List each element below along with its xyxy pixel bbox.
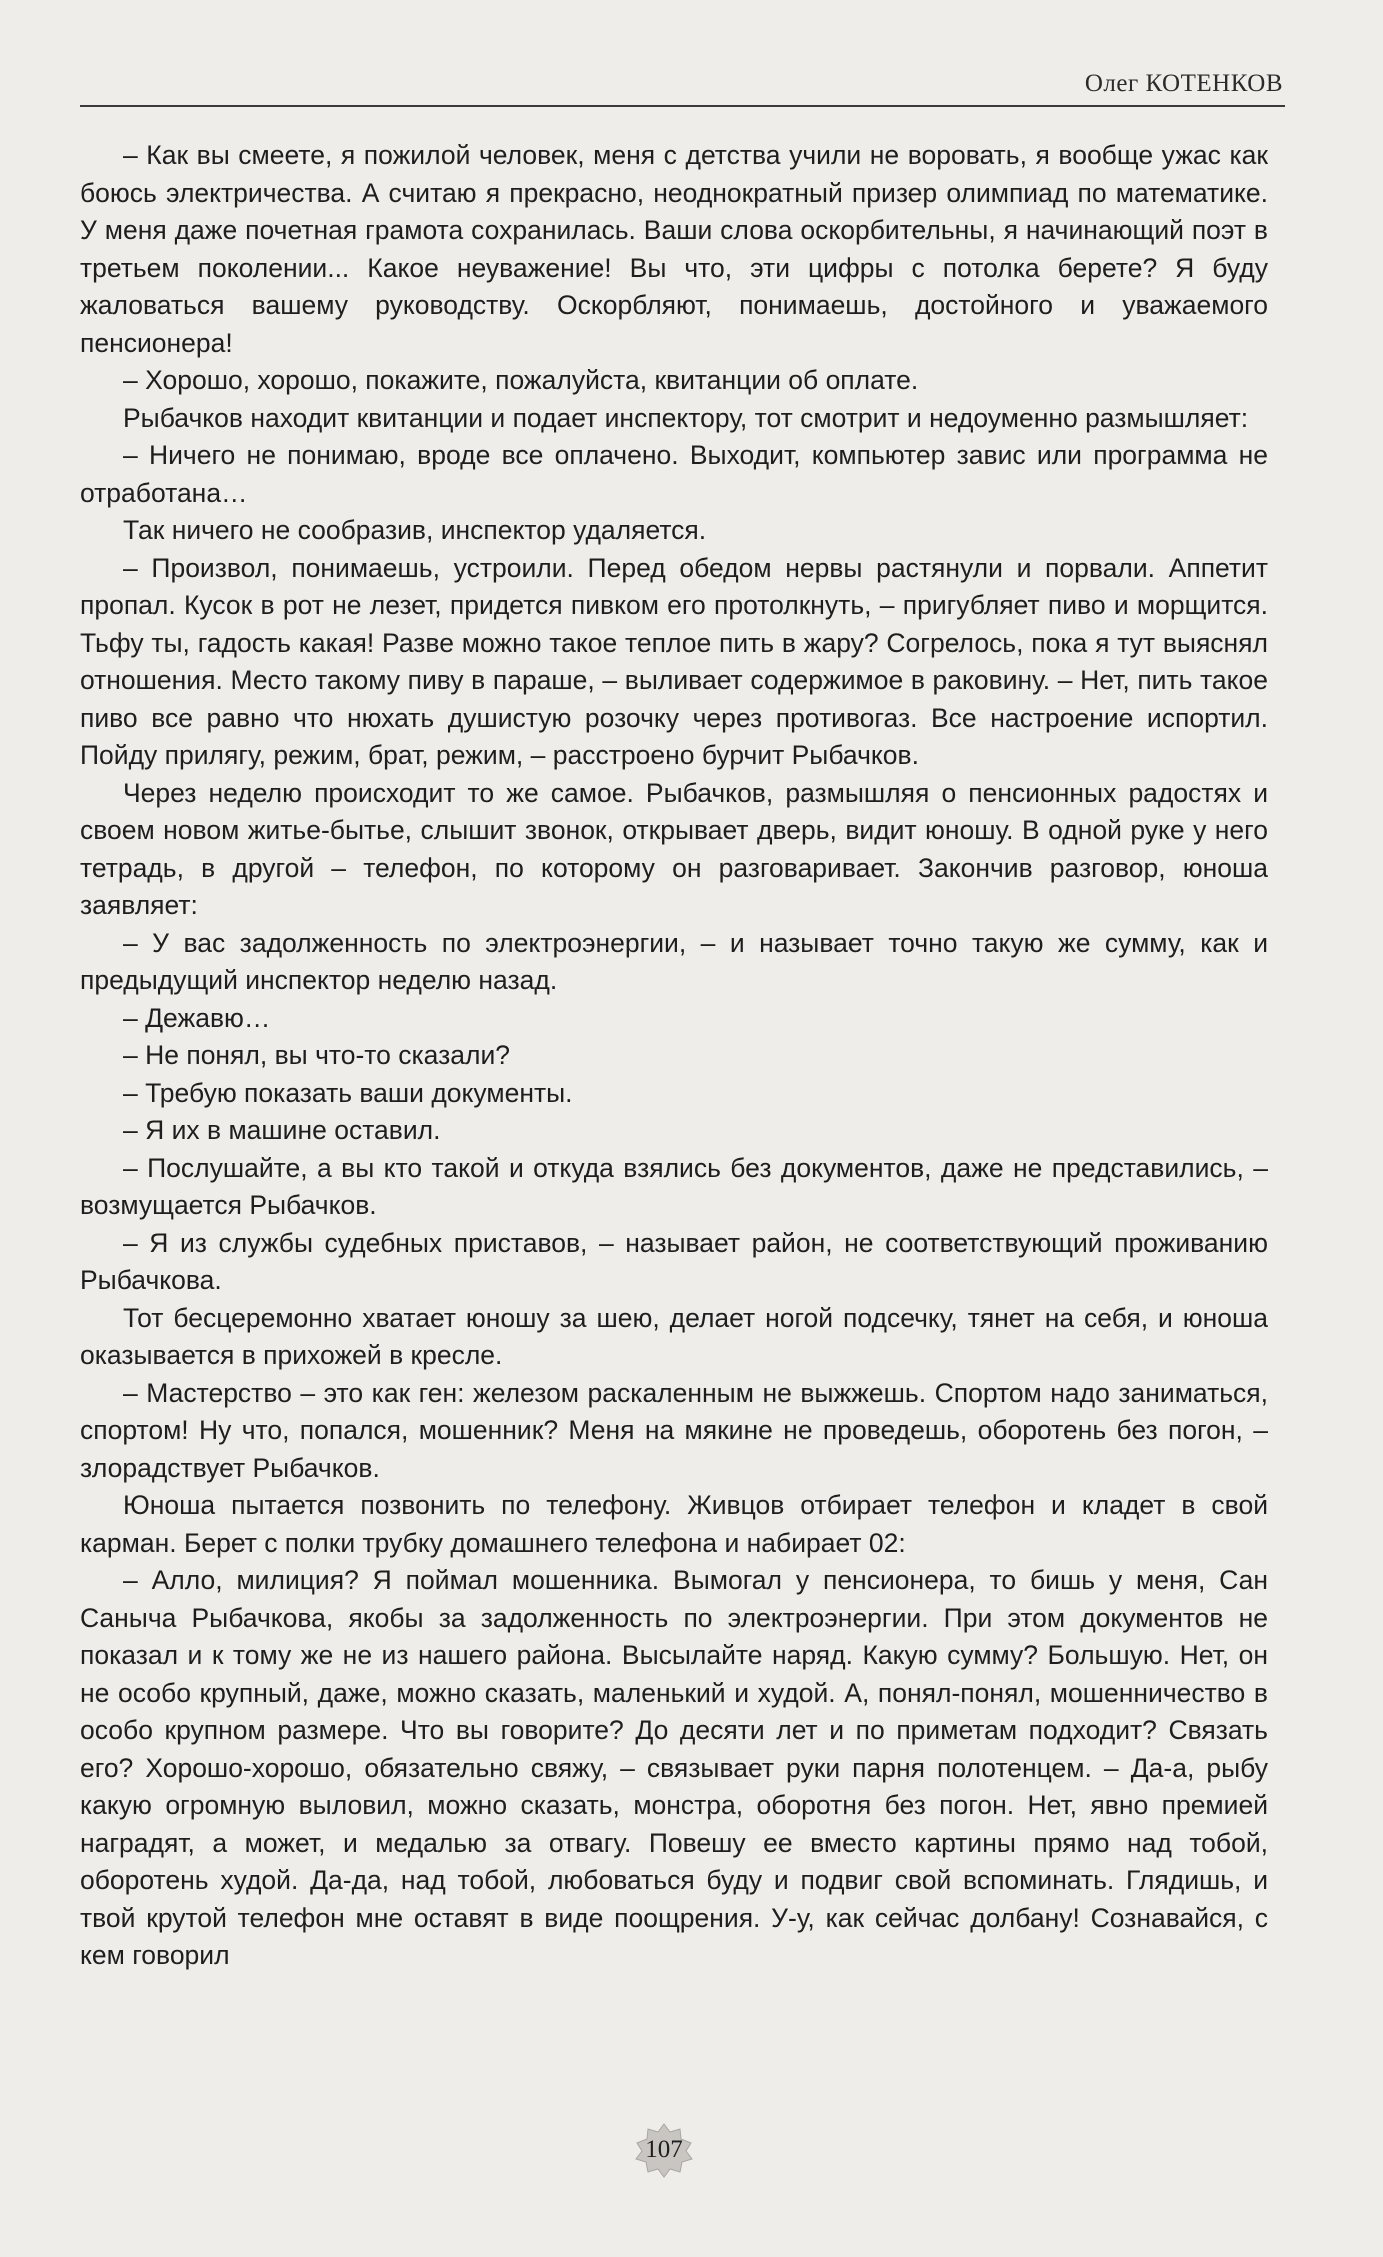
paragraph: – Послушайте, а вы кто такой и откуда взялись без документов, даже не представились, – возмущается Рыбачков. bbox=[80, 1152, 1268, 1220]
header-rule bbox=[80, 105, 1285, 107]
paragraph: – Произвол, понимаешь, устроили. Перед обедом нервы растянули и порвали. Аппетит пропал. Кусок в рот не лезет, придется пивком его протолкнуть, – пригубляет пиво и морщится. Тьфу ты, гадость какая! Разве можно такое теплое пить в жару? Согрелось, пока я тут выяснял отношения. Место такому пиву в параше, – выливает содержимое в раковину. – Нет, пить такое пиво все равно что нюхать душистую розочку через противогаз. Все настроение испортил. Пойду прилягу, режим, брат, режим, – расстроено бурчит Рыбачков. bbox=[80, 552, 1268, 770]
page-number bbox=[634, 2122, 694, 2178]
paragraph: Тот бесцеремонно хватает юношу за шею, делает ногой подсечку, тянет на себя, и юноша оказывается в прихожей в кресле. bbox=[80, 1302, 1268, 1370]
page-number-label: 107 bbox=[645, 2136, 683, 2163]
paragraph: – Не понял, вы что-то сказали? bbox=[123, 1040, 510, 1070]
running-head: Олег КОТЕНКОВ bbox=[1084, 70, 1283, 97]
paragraph: – У вас задолженность по электроэнергии, – и называет точно такую же сумму, как и предыдущий инспектор неделю назад. bbox=[80, 927, 1268, 995]
paragraph: – Ничего не понимаю, вроде все оплачено. Выходит, компьютер завис или программа не отработана… bbox=[80, 440, 1268, 508]
paragraph: Рыбачков находит квитанции и подает инспектору, тот смотрит и недоуменно размышляет: bbox=[123, 402, 1249, 433]
paragraph: Так ничего не сообразив, инспектор удаляется. bbox=[123, 515, 707, 545]
paragraph: – Дежавю… bbox=[123, 1002, 271, 1033]
paragraph: – Хорошо, хорошо, покажите, пожалуйста, квитанции об оплате. bbox=[123, 365, 919, 395]
paragraph: – Я их в машине оставил. bbox=[123, 1115, 441, 1145]
paragraph: – Алло, милиция? Я поймал мошенника. Вымогал у пенсионера, то бишь у меня, Сан Саныча Рыбачкова, якобы за задолженность по электроэнергии. При этом документов не показал и к тому же не из нашего района. Высылайте наряд. Какую сумму? Большую. Нет, он не особо крупный, даже, можно сказать, маленький и худой. А, понял-понял, мошенничество в особо крупном размере. Что вы говорите? До десяти лет и по приметам подходит? Связать его? Хорошо-хорошо, обязательно свяжу, – связывает руки парня полотенцем. – Да-а, рыбу какую огромную выловил, можно сказать, монстра, оборотня без погон. Нет, явно премией наградят, а может, и медалью за отвагу. Повешу ее вместо картины прямо над тобой, оборотень худой. Да-да, над тобой, любоваться буду и подвиг свой вспоминать. Глядишь, и твой крутой телефон мне оставят в виде поощрения. У-у, как сейчас долбану! Сознавайся, с кем говорил bbox=[80, 1565, 1268, 1970]
paragraph: Через неделю происходит то же самое. Рыбачков, размышляя о пенсионных радостях и своем новом житье-бытье, слышит звонок, открывает дверь, видит юношу. В одной руке у него тетрадь, в другой – телефон, по которому он разговаривает. Закончив разговор, юноша заявляет: bbox=[80, 777, 1268, 920]
paragraph: – Мастерство – это как ген: железом раскаленным не выжжешь. Спортом надо заниматься, спортом! Ну что, попался, мошенник? Меня на мякине не проведешь, оборотень без погон, – злорадствует Рыбачков. bbox=[80, 1377, 1268, 1483]
paragraph: Юноша пытается позвонить по телефону. Живцов отбирает телефон и кладет в свой карман. Берет с полки трубку домашнего телефона и набирает 02: bbox=[80, 1490, 1268, 1558]
body-text bbox=[80, 137, 1268, 1975]
paragraph: – Требую показать ваши документы. bbox=[123, 1077, 573, 1108]
paragraph: – Я из службы судебных приставов, – называет район, не соответствующий проживанию Рыбачкова. bbox=[80, 1227, 1268, 1295]
paragraph: – Как вы смеете, я пожилой человек, меня с детства учили не воровать, я вообще ужас как боюсь электричества. А считаю я прекрасно, неоднократный призер олимпиад по математике. У меня даже почетная грамота сохранилась. Ваши слова оскорбительны, я начинающий поэт в третьем поколении... Какое неуважение! Вы что, эти цифры с потолка берете? Я буду жаловаться вашему руководству. Оскорбляют, понимаешь, достойного и уважаемого пенсионера! bbox=[80, 140, 1268, 358]
